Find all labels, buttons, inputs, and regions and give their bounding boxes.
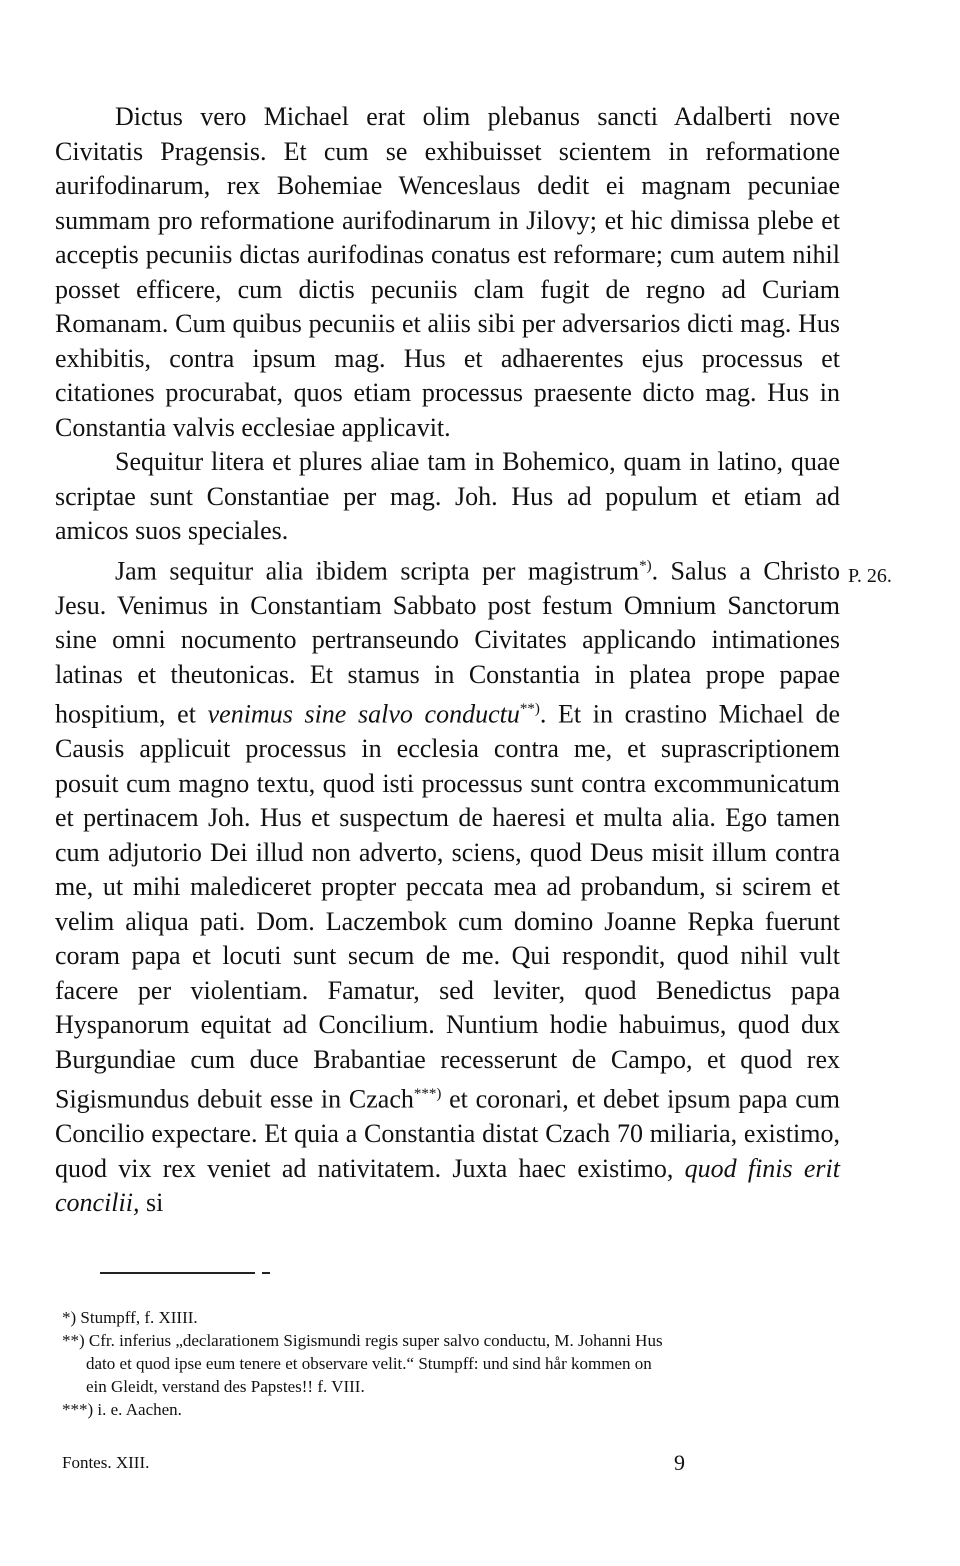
footnote-2-line-3: ein Gleidt, verstand des Papstes!! f. VIII.: [86, 1377, 365, 1396]
paragraph-2: Sequitur litera et plures aliae tam in Bohemico, quam in latino, quae scriptae sunt Constantiae per mag. Joh. Hus ad populum et etiam ad amicos suos speciales.: [55, 447, 840, 545]
footnote-1: *) Stumpff, f. XIIII.: [62, 1308, 198, 1327]
main-text: [55, 100, 840, 1221]
paragraph-3-part-a: Jam sequitur alia ibidem scripta per magistrum: [115, 556, 640, 586]
footnote-2-line-2: dato et quod ipse eum tenere et observare velit.“ Stumpff: und sind hår kommen on: [86, 1354, 652, 1373]
footnote-ref-2: **): [519, 701, 540, 718]
footnote-3: ***) i. e. Aachen.: [62, 1400, 182, 1419]
paragraph-1: Dictus vero Michael erat olim plebanus sancti Adalberti nove Civitatis Pragensis. Et cum se exhibuisset scientem in reformatione aurifodinarum, rex Bohemiae Wenceslaus dedit ei magnam pecuniae summam pro reformatione aurifodinarum in Jilovy; et hic dimissa plebe et acceptis pecuniis dictas aurifodinas conatus est reformare; cum autem nihil posset efficere, cum dictis pecuniis clam fugit de regno ad Curiam Romanam. Cum quibus pecuniis et aliis sibi per adversarios dicti mag. Hus exhibitis, contra ipsum mag. Hus et adhaerentes ejus processus et citationes procurabat, quos etiam processus praesente dicto mag. Hus in Constantia valvis ecclesiae applicavit.: [55, 102, 840, 442]
italic-phrase-2: quod finis erit concilii,: [55, 1153, 840, 1218]
paragraph-3-part-c: . Et in crastino Michael de Causis applicuit processus in ecclesia contra me, et suprascriptionem posuit cum magno textu, quod isti processus sunt contra excommunicatum et pertinacem Joh. Hus et suspectum de haeresi et multa alia. Ego tamen cum adjutorio Dei illud non adverto, sciens, quod Deus misit illum contra me, ut mihi malediceret propter peccata mea ad probandum, si scirem et velim aliqua pati. Dom. Laczembok cum domino Joanne Repka fuerunt coram papa et locuti sunt secum de me. Qui respondit, quod nihil vult facere per violentiam. Famatur, sed leviter, quod Benedictus papa Hyspanorum equitat ad Concilium. Nuntium hodie habuimus, quod dux Burgundiae cum duce Brabantiae recesserunt de Campo, et quod rex Sigismundus debuit esse in Czach: [55, 699, 841, 1114]
paragraph-3-part-b: . Salus a Christo Jesu. Venimus in Constantiam Sabbato post festum Omnium Sanctorum sine omni nocumento pertranseundo Civitates applicando intimationes latinas et theutonicas. Et stamus in Constantia in platea prope papae hospitium, et: [55, 556, 840, 729]
footnote-2-line-1: **) Cfr. inferius „declarationem Sigismundi regis super salvo conductu, M. Johanni Hus: [62, 1331, 663, 1350]
footnote-ref-1: *): [639, 557, 652, 574]
footnotes: [62, 1306, 842, 1421]
footnote-separator-dash: [262, 1272, 270, 1274]
paragraph-3-part-d: et coronari, et debet ipsum papa cum Concilio expectare. Et quia a Constantia distat Czach 70 miliaria, existimo, quod vix rex veniet ad nativitatem. Juxta haec existimo,: [55, 1084, 840, 1183]
margin-page-note: P. 26.: [848, 565, 892, 587]
paragraph-3-part-e: si: [139, 1188, 164, 1218]
footnote-separator: [100, 1272, 255, 1274]
italic-phrase-1: venimus sine salvo conductu: [207, 699, 520, 729]
footnote-ref-3: ***): [413, 1086, 442, 1103]
paragraph-3: [55, 549, 840, 1221]
series-label: Fontes. XIII.: [62, 1453, 150, 1472]
signature-number: 9: [674, 1450, 685, 1475]
